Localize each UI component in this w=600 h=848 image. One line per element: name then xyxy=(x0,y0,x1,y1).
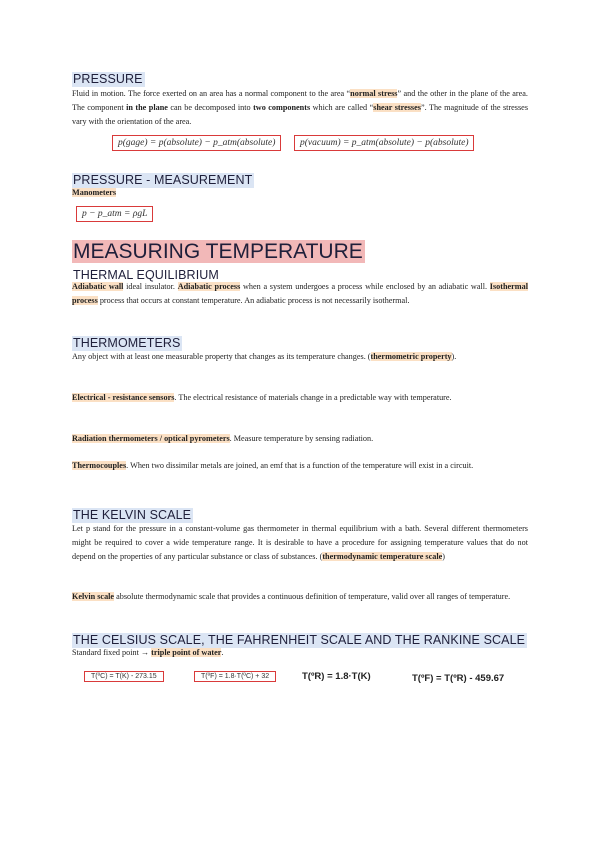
term-two-components: two components xyxy=(253,103,311,113)
formula-manometer: p − p_atm = ρgL xyxy=(76,206,153,222)
heading-thermometers: THERMOMETERS xyxy=(73,336,181,350)
kelvin-paragraph xyxy=(72,522,528,565)
text: ” and the other in the plane of the area. The component xyxy=(72,89,528,113)
text: . When two dissimilar metals are joined, an emf that is a function of the temperature will exist in a circuit. xyxy=(126,461,474,470)
term-in-the-plane: in the plane xyxy=(126,103,168,113)
text: ideal insulator. xyxy=(123,282,178,291)
heading-pressure: PRESSURE xyxy=(73,72,143,86)
formula-gage-pressure: p(gage) = p(absolute) − p_atm(absolute) xyxy=(112,135,281,151)
text: . The electrical resistance of materials change in a predictable way with temperature. xyxy=(174,393,452,402)
resistance-sensors-paragraph xyxy=(72,391,528,405)
term-thermodynamic-temperature-scale: thermodynamic temperature scale xyxy=(322,552,443,562)
term-adiabatic-wall: Adiabatic wall xyxy=(72,282,124,291)
radiation-thermometers-paragraph xyxy=(72,432,528,446)
heading-kelvin-scale: THE KELVIN SCALE xyxy=(73,508,192,522)
term-shear-stresses: shear stresses xyxy=(373,103,421,113)
text: process that occurs at constant temperature. An adiabatic process is not necessarily isothermal. xyxy=(97,296,410,306)
thermocouples-paragraph xyxy=(72,459,528,473)
formula-celsius: T(ºC) = T(K) - 273.15 xyxy=(84,671,164,682)
term-triple-point-of-water: triple point of water xyxy=(151,648,222,657)
text: can be decomposed into xyxy=(167,103,254,113)
text: which are called “ xyxy=(310,103,374,113)
term-manometers: Manometers xyxy=(72,188,117,197)
text: Standard fixed point → xyxy=(72,648,152,657)
text: ) xyxy=(442,552,445,562)
pressure-paragraph xyxy=(72,87,528,130)
thermometers-paragraph xyxy=(72,350,528,364)
fixed-point-line xyxy=(72,646,528,660)
term-thermocouples: Thermocouples xyxy=(72,461,127,470)
term-thermometric-property: thermometric property xyxy=(370,352,452,361)
formula-rankine: T(ºR) = 1.8·T(K) xyxy=(302,671,371,682)
heading-pressure-measurement: PRESSURE - MEASUREMENT xyxy=(73,173,253,187)
term-isothermal-process: Isothermal process xyxy=(72,282,528,306)
text: Any object with at least one measurable property that changes as its temperature changes. ( xyxy=(72,352,371,361)
term-normal-stress: normal stress xyxy=(350,89,398,98)
term-electrical-resistance-sensors: Electrical - resistance sensors xyxy=(72,393,175,402)
term-adiabatic-process: Adiabatic process xyxy=(177,282,241,291)
heading-temperature-scales: THE CELSIUS SCALE, THE FAHRENHEIT SCALE AND THE RANKINE SCALE xyxy=(73,633,526,647)
formula-fahrenheit: T(ºF) = 1.8·T(ºC) + 32 xyxy=(194,671,276,682)
heading-thermal-equilibrium: THERMAL EQUILIBRIUM xyxy=(73,268,219,282)
equilibrium-paragraph xyxy=(72,280,528,308)
term-radiation-thermometers: Radiation thermometers / optical pyrometers xyxy=(72,434,230,443)
text: Fluid in motion. The force exerted on an area has a normal component to the area “ xyxy=(72,89,351,98)
text: when a system undergoes a process while enclosed by an adiabatic wall. xyxy=(240,282,490,291)
kelvin-scale-paragraph xyxy=(72,590,528,604)
text: ”. The magnitude of the stresses vary with the orientation of the area. xyxy=(72,103,529,127)
text: absolute thermodynamic scale that provides a continuous definition of temperature, valid over all ranges of temperature. xyxy=(114,592,511,601)
formula-fahrenheit-rankine: T(ºF) = T(ºR) - 459.67 xyxy=(412,673,505,684)
text: . Measure temperature by sensing radiation. xyxy=(229,434,374,443)
formula-vacuum-pressure: p(vacuum) = p_atm(absolute) − p(absolute) xyxy=(294,135,474,151)
text: . xyxy=(221,648,224,657)
title-measuring-temperature: MEASURING TEMPERATURE xyxy=(73,240,363,263)
text: ). xyxy=(451,352,457,361)
text: Let p stand for the pressure in a constant-volume gas thermometer in thermal equilibrium with a bath. Several different thermometers might be required to cover a wide temperature range. It is desirable to have a procedure for assigning temperature values that do not depend on the properties of any particular substance or class of substances. ( xyxy=(72,524,528,562)
term-kelvin-scale: Kelvin scale xyxy=(72,592,115,601)
